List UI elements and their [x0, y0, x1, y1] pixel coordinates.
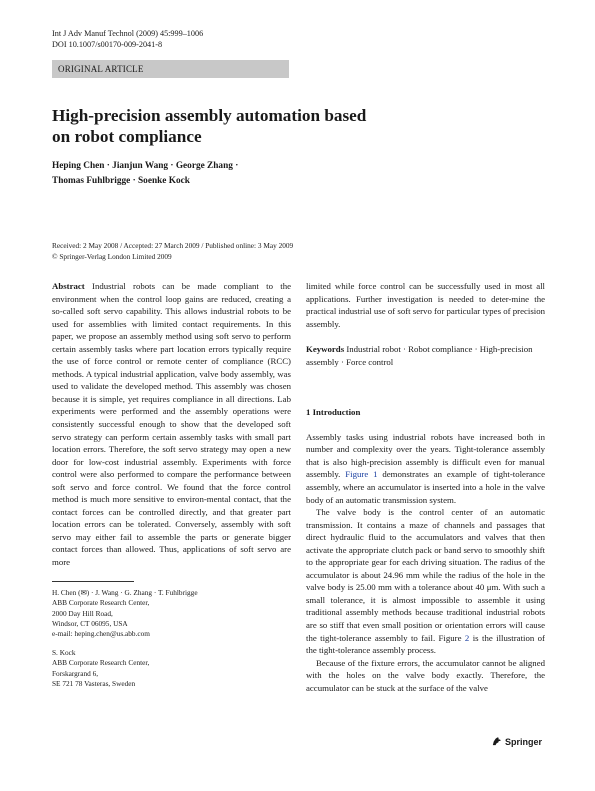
affiliation-street: 2000 Day Hill Road,: [52, 608, 113, 618]
publisher-logo: [491, 736, 542, 747]
intro-p1-text-a: Assembly tasks using industrial robots have increased both in number and complexity over the years. Tight-tolerance assembly that is also high-precision assembly is difficult even for manual assembly.: [306, 431, 545, 480]
intro-paragraph-3: Because of the fixture errors, the accumulator cannot be aligned with the holes on the valve body exactly. Therefore, the accumulator can be stuck at the surface of the valve: [306, 657, 545, 693]
affiliation-org: ABB Corporate Research Center,: [52, 658, 150, 668]
intro-paragraph-2: [306, 506, 545, 657]
left-column: [52, 280, 291, 569]
affiliation-abb-vasteras: [52, 648, 282, 689]
footnote-divider: [52, 581, 134, 582]
copyright-notice: © Springer-Verlag London Limited 2009: [52, 251, 172, 261]
publisher-name: Springer: [505, 736, 543, 747]
intro-p2-text-a: The valve body is the control center of an automatic transmission. It contains a maze of channels and passages that direct hydraulic fluid to the accumulators and valves that then activate the appropriate clutch pack or band servo to smoothly shift to the appropriate gear for each driving situation. The radius of the accumulator is about 24.96 mm while the radius of the hole in the valve body is 25.00 mm with a tolerance about 40 μm. With such a small tolerance, it is almost impossible to assemble it using traditional assembly methods because traditional industrial robots are so stiff that even small position or orientation errors will cause the tight-tolerance assembly to fail. Figure: [306, 507, 545, 643]
intro-paragraph-1: [306, 431, 545, 506]
doi: DOI 10.1007/s00170-009-2041-8: [52, 39, 163, 49]
abstract-continued: limited while force control can be successfully used in most all applications. Further investigation is needed to deter-mine the practical industrial use of soft servo for particular types of precision assembly.: [306, 281, 545, 329]
affiliation-email[interactable]: e-mail: heping.chen@us.abb.com: [52, 629, 150, 639]
author-list: [52, 159, 352, 189]
authors-line-2: Thomas Fuhlbrigge · Soenke Kock: [52, 176, 190, 186]
section-heading-introduction: 1 Introduction: [306, 407, 361, 418]
figure-2-link[interactable]: 2: [464, 632, 470, 643]
abstract-label: Abstract: [52, 281, 85, 291]
abstract-paragraph: [52, 280, 291, 569]
springer-horse-icon: [491, 736, 502, 747]
history-dates: Received: 2 May 2008 / Accepted: 27 March 2009 / Published online: 3 May 2009: [52, 241, 294, 250]
figure-1-link[interactable]: Figure 1: [345, 469, 378, 480]
keywords-paragraph: [306, 343, 545, 368]
article-type-banner: [52, 60, 289, 78]
affiliation-org: ABB Corporate Research Center,: [52, 598, 150, 608]
intro-p1-text-b: demonstrates an example of tight-tolerance assembly, where an accumulator is inserted into a hole in the valve body of an automatic transmission system.: [306, 469, 545, 505]
paper-title: [52, 105, 412, 147]
journal-citation: Int J Adv Manuf Technol (2009) 45:999–1006: [52, 29, 204, 38]
keywords-text: Industrial robot · Robot compliance · High-precision assembly · Force control: [306, 344, 533, 367]
title-line-2: on robot compliance: [52, 127, 202, 146]
abstract-text: Industrial robots can be made compliant to the environment when the control loop gains are reduced, creating a so-called soft servo capability. This allows industrial robots to be used for assemblies with limited contact requirements. In this paper, we propose an assembly method using soft servo to perform certain assembly tasks where part location errors typically require the use of force control or remote center of compliance (RCC) methods. A typical industrial application, valve body assembly, was used to validate the developed method. This assembly was chosen because it is simple, yet requires compliance in all directions. Lab experiments were performed and the assembly operations were consistently successful enough to show that the developed soft servo strategy can perform certain assembly tasks with small part location errors. Therefore, the soft servo strategy may open a new door for low-cost industrial assembly. Experiments with force control were also performed to compare the performance between soft servo and force control. We found that the force control method is much more sensitive to environ-mental contact, that the contact forces can be controlled directly, and that greater part location errors can be tolerated. Conversely, assembly with soft servo may either fail to assemble the parts or generate bigger contact forces than allowed. Thus, applications of soft servo are more: [52, 281, 291, 568]
intro-p2-text-b: is the illustration of the tight-tolerance assembly process.: [306, 632, 545, 656]
right-column: [306, 280, 545, 694]
affiliation-city: SE 721 78 Vasteras, Sweden: [52, 678, 136, 688]
article-type: ORIGINAL ARTICLE: [58, 64, 144, 74]
keywords-label: Keywords: [306, 344, 345, 355]
journal-header: [52, 29, 352, 50]
affiliation-name: S. Kock: [52, 648, 76, 657]
authors-line-1: Heping Chen · Jianjun Wang · George Zhang ·: [52, 161, 239, 171]
affiliation-names: H. Chen (✉) · J. Wang · G. Zhang · T. Fuhlbrigge: [52, 588, 198, 597]
title-line-1: High-precision assembly automation based: [52, 106, 367, 125]
affiliation-abb-windsor: [52, 588, 282, 639]
affiliation-city: Windsor, CT 06095, USA: [52, 618, 128, 628]
affiliation-street: Forskargrand 6,: [52, 668, 99, 678]
publication-history: [52, 241, 382, 262]
